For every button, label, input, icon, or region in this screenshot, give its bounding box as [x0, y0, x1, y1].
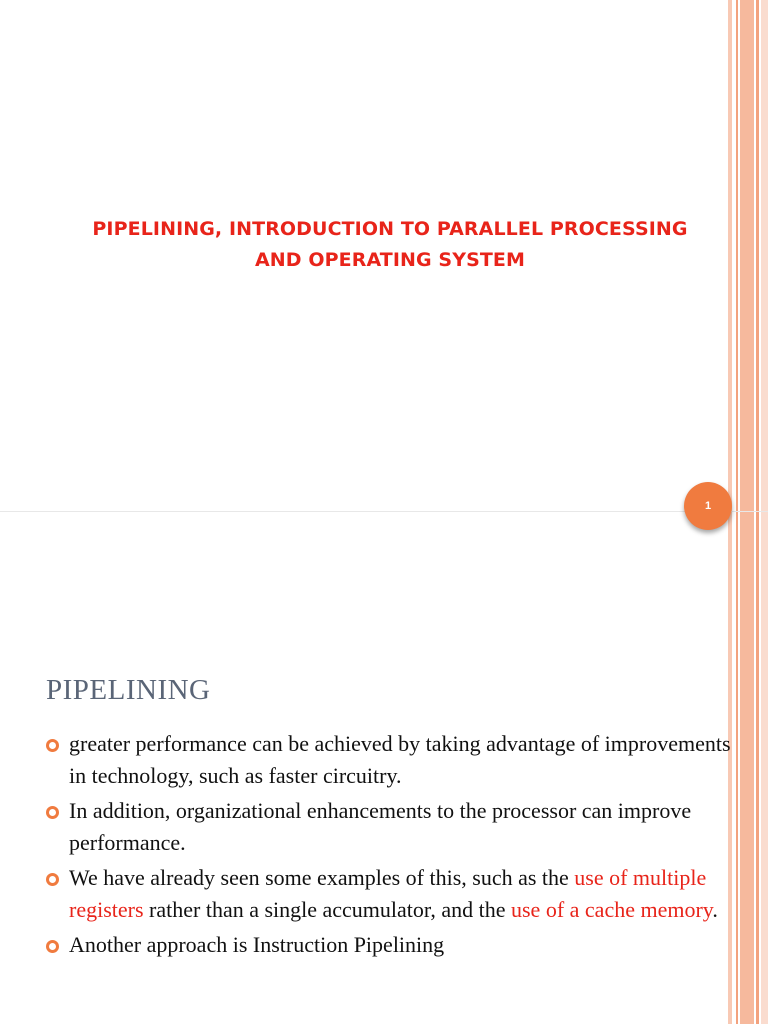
slide-title	[40, 214, 740, 276]
bullet-ring-icon	[46, 940, 59, 953]
stripe	[761, 0, 768, 512]
content-slide	[0, 512, 768, 1024]
stripe	[756, 0, 759, 512]
bullet-item	[46, 929, 736, 961]
slide-heading: PIPELINING	[46, 674, 211, 706]
bullet-item	[46, 728, 736, 792]
bullet-item	[46, 795, 736, 859]
bullet-text: greater performance can be achieved by taking advantage of improvements in technology, such as faster circuitry.	[69, 731, 731, 788]
stripe	[761, 512, 768, 1024]
page-number-badge: 1	[684, 482, 732, 530]
slide-title-line-1: PIPELINING, INTRODUCTION TO PARALLEL PROCESSING	[92, 218, 688, 240]
highlighted-text: use of multiple registers	[69, 865, 707, 922]
slide-title-line-2: AND OPERATING SYSTEM	[254, 249, 526, 271]
bullet-text-part: .	[712, 897, 718, 922]
stripe	[756, 512, 759, 1024]
bullet-text: Another approach is Instruction Pipelining	[69, 932, 445, 957]
bullet-ring-icon	[46, 806, 59, 819]
bullet-text-part: We have already seen some examples of this, such as the	[69, 865, 575, 890]
stripe	[736, 512, 738, 1024]
bullet-text-part: rather than a single accumulator, and the	[143, 897, 511, 922]
bullet-ring-icon	[46, 873, 59, 886]
bullet-text: In addition, organizational enhancements to the processor can improve performance.	[69, 798, 692, 855]
bullet-ring-icon	[46, 739, 59, 752]
stripe	[740, 0, 754, 512]
bullet-item	[46, 862, 736, 926]
bullet-list	[46, 728, 736, 964]
highlighted-text: use of a cache memory	[511, 897, 713, 922]
stripe	[740, 512, 754, 1024]
